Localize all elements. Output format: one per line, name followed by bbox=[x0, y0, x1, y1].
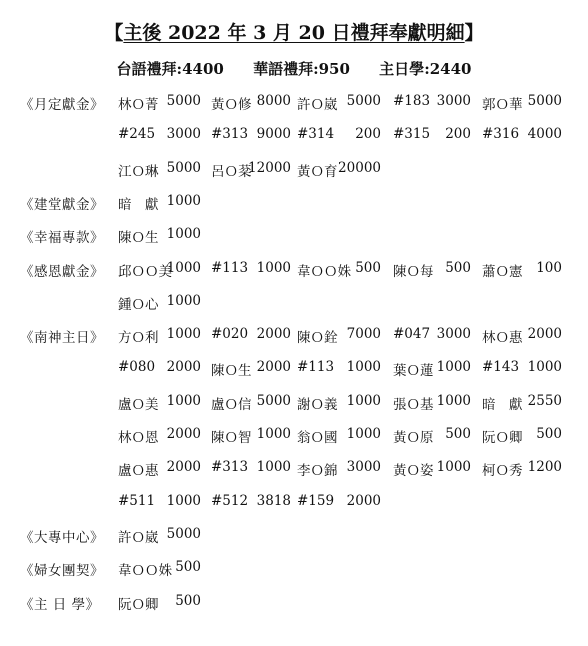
donation-amount: 3000 bbox=[166, 126, 201, 143]
donor-name: 林Ｏ恩 bbox=[118, 430, 159, 446]
donation-amount: 3818 bbox=[256, 492, 291, 509]
offering-row bbox=[0, 126, 588, 150]
donation-amount: 1000 bbox=[166, 492, 201, 509]
donation-amount: 1000 bbox=[166, 226, 201, 243]
donation-amount: 3000 bbox=[436, 326, 471, 343]
donor-name: #159 bbox=[297, 492, 335, 509]
donor-name: 呂Ｏ棻 bbox=[211, 163, 252, 180]
attendance-item: 台語禮拜:4400 bbox=[116, 60, 224, 78]
donor-name: #113 bbox=[211, 259, 249, 276]
donation-amount: 1000 bbox=[436, 359, 471, 376]
donation-amount: 2000 bbox=[166, 359, 201, 376]
donation-amount: 2000 bbox=[256, 359, 291, 376]
section-label: 《感恩獻金》 bbox=[20, 263, 104, 280]
donation-amount: 1000 bbox=[436, 392, 471, 409]
section-label: 《婦女團契》 bbox=[20, 563, 104, 580]
donation-amount: 2000 bbox=[166, 459, 201, 476]
donor-name: #313 bbox=[211, 459, 249, 476]
donation-amount: 2000 bbox=[527, 326, 562, 343]
donor-name: 阮Ｏ卿 bbox=[118, 596, 159, 613]
donation-amount: 1000 bbox=[436, 459, 471, 476]
donor-name: 黃Ｏ原 bbox=[393, 430, 434, 446]
title-close-bracket: 】 bbox=[464, 22, 484, 44]
donor-name: 江Ｏ琳 bbox=[118, 163, 159, 180]
offering-row bbox=[0, 260, 588, 284]
attendance-summary bbox=[0, 58, 588, 79]
donor-name: #313 bbox=[211, 126, 249, 143]
attendance-label: 主日學 bbox=[379, 60, 425, 78]
offering-row bbox=[0, 326, 588, 350]
donation-amount: 8000 bbox=[256, 93, 291, 109]
donor-name: #314 bbox=[297, 126, 335, 143]
donation-amount: 2000 bbox=[166, 426, 201, 442]
offering-row bbox=[0, 426, 588, 450]
donor-name: 鍾Ｏ心 bbox=[118, 296, 159, 313]
donation-amount: 5000 bbox=[346, 93, 381, 109]
donation-amount: 100 bbox=[536, 259, 562, 276]
donor-name: #047 bbox=[393, 326, 431, 343]
offering-row bbox=[0, 293, 588, 317]
donor-name: #183 bbox=[393, 93, 431, 109]
donor-name: 謝Ｏ義 bbox=[297, 396, 338, 413]
donation-amount: 1000 bbox=[346, 359, 381, 376]
donation-amount: 7000 bbox=[346, 326, 381, 343]
donor-name: 張Ｏ基 bbox=[393, 396, 434, 413]
donation-amount: 500 bbox=[445, 259, 471, 276]
donor-name: 許Ｏ崴 bbox=[297, 97, 338, 113]
donation-amount: 200 bbox=[445, 126, 471, 143]
donation-amount: 5000 bbox=[256, 392, 291, 409]
donor-name: 陳Ｏ生 bbox=[211, 363, 252, 380]
attendance-value: 950 bbox=[318, 60, 350, 78]
offering-row bbox=[0, 193, 588, 217]
donation-amount: 1000 bbox=[256, 426, 291, 442]
donation-amount: 4000 bbox=[527, 126, 562, 143]
section-label: 《月定獻金》 bbox=[20, 97, 104, 113]
section-label: 《主 日 學》 bbox=[20, 596, 100, 613]
donor-name: 黃Ｏ修 bbox=[211, 97, 252, 113]
donation-amount: 3000 bbox=[436, 93, 471, 109]
donation-amount: 3000 bbox=[346, 459, 381, 476]
donor-name: 陳Ｏ智 bbox=[211, 430, 252, 446]
donor-name: 蕭Ｏ憲 bbox=[482, 263, 523, 280]
offering-row bbox=[0, 160, 588, 184]
donation-amount: 1000 bbox=[527, 359, 562, 376]
donation-amount: 1000 bbox=[256, 259, 291, 276]
donor-name: 林Ｏ菁 bbox=[118, 97, 159, 113]
section-label: 《大專中心》 bbox=[20, 529, 104, 546]
offering-row bbox=[0, 226, 588, 250]
donation-amount: 2550 bbox=[527, 392, 562, 409]
offering-row bbox=[0, 459, 588, 483]
offering-row bbox=[0, 593, 588, 617]
donation-amount: 500 bbox=[175, 559, 201, 576]
section-label: 《南神主日》 bbox=[20, 330, 104, 347]
donation-amount: 1000 bbox=[166, 326, 201, 343]
donation-amount: 1000 bbox=[256, 459, 291, 476]
section-label: 《建堂獻金》 bbox=[20, 196, 104, 213]
donor-name: 陳Ｏ生 bbox=[118, 230, 159, 247]
title-text: 主後 2022 年 3 月 20 日禮拜奉獻明細 bbox=[123, 22, 465, 44]
donation-amount: 2000 bbox=[346, 492, 381, 509]
donation-amount: 5000 bbox=[527, 93, 562, 109]
donation-amount: 500 bbox=[355, 259, 381, 276]
donation-amount: 200 bbox=[355, 126, 381, 143]
donation-amount: 5000 bbox=[166, 159, 201, 176]
donor-name: #020 bbox=[211, 326, 249, 343]
donation-amount: 2000 bbox=[256, 326, 291, 343]
donor-name: #143 bbox=[482, 359, 520, 376]
donor-name: 陳Ｏ銓 bbox=[297, 330, 338, 347]
donor-name: #315 bbox=[393, 126, 431, 143]
attendance-item: 主日學:2440 bbox=[379, 60, 472, 78]
donation-amount: 5000 bbox=[166, 93, 201, 109]
donor-name: 李Ｏ錦 bbox=[297, 463, 338, 480]
donation-amount: 9000 bbox=[256, 126, 291, 143]
donor-name: 韋ＯＯ姝 bbox=[297, 263, 351, 280]
attendance-label: 台語禮拜 bbox=[116, 60, 177, 78]
donation-amount: 1000 bbox=[166, 292, 201, 309]
donor-name: 邱ＯＯ美 bbox=[118, 263, 172, 280]
offering-row bbox=[0, 359, 588, 383]
donation-amount: 12000 bbox=[248, 159, 291, 176]
donor-name: #511 bbox=[118, 492, 156, 509]
donation-amount: 500 bbox=[445, 426, 471, 442]
donor-name: #316 bbox=[482, 126, 520, 143]
donor-name: 韋ＯＯ姝 bbox=[118, 563, 172, 580]
donation-amount: 20000 bbox=[338, 159, 381, 176]
donation-amount: 1000 bbox=[346, 426, 381, 442]
donor-name: 黃Ｏ姿 bbox=[393, 463, 434, 480]
donor-name: 柯Ｏ秀 bbox=[482, 463, 523, 480]
donor-name: 方Ｏ利 bbox=[118, 330, 159, 347]
donor-name: 阮Ｏ卿 bbox=[482, 430, 523, 446]
donor-name: 葉Ｏ蓮 bbox=[393, 363, 434, 380]
donor-name: 郭Ｏ華 bbox=[482, 97, 523, 113]
offering-row bbox=[0, 559, 588, 583]
attendance-value: 2440 bbox=[429, 60, 472, 78]
donor-name: 黃Ｏ育 bbox=[297, 163, 338, 180]
offering-row bbox=[0, 493, 588, 517]
donor-name: 許Ｏ崴 bbox=[118, 529, 159, 546]
donation-amount: 500 bbox=[175, 592, 201, 609]
donor-name: #512 bbox=[211, 492, 249, 509]
donation-amount: 1000 bbox=[166, 392, 201, 409]
donor-name: 暗 獻 bbox=[482, 396, 523, 413]
donor-name: 翁Ｏ國 bbox=[297, 430, 338, 446]
donor-name: 陳Ｏ每 bbox=[393, 263, 434, 280]
donor-name: #245 bbox=[118, 126, 156, 143]
attendance-value: 4400 bbox=[182, 60, 224, 78]
donor-name: 林Ｏ惠 bbox=[482, 330, 523, 347]
offering-row bbox=[0, 93, 588, 117]
title-open-bracket: 【 bbox=[104, 22, 124, 44]
page-title bbox=[0, 18, 588, 45]
offering-row bbox=[0, 526, 588, 550]
donation-amount: 500 bbox=[536, 426, 562, 442]
donor-name: #113 bbox=[297, 359, 335, 376]
donor-name: 暗 獻 bbox=[118, 196, 159, 213]
offering-row bbox=[0, 393, 588, 417]
donation-amount: 1000 bbox=[166, 259, 201, 276]
attendance-label: 華語禮拜 bbox=[253, 60, 314, 78]
donor-name: 盧Ｏ美 bbox=[118, 396, 159, 413]
donation-amount: 5000 bbox=[166, 525, 201, 542]
donor-name: 盧Ｏ惠 bbox=[118, 463, 159, 480]
attendance-item: 華語禮拜:950 bbox=[253, 60, 350, 78]
donation-amount: 1000 bbox=[346, 392, 381, 409]
donation-amount: 1200 bbox=[527, 459, 562, 476]
section-label: 《幸福專款》 bbox=[20, 230, 104, 247]
donation-amount: 1000 bbox=[166, 192, 201, 209]
donor-name: 盧Ｏ信 bbox=[211, 396, 252, 413]
donor-name: #080 bbox=[118, 359, 156, 376]
